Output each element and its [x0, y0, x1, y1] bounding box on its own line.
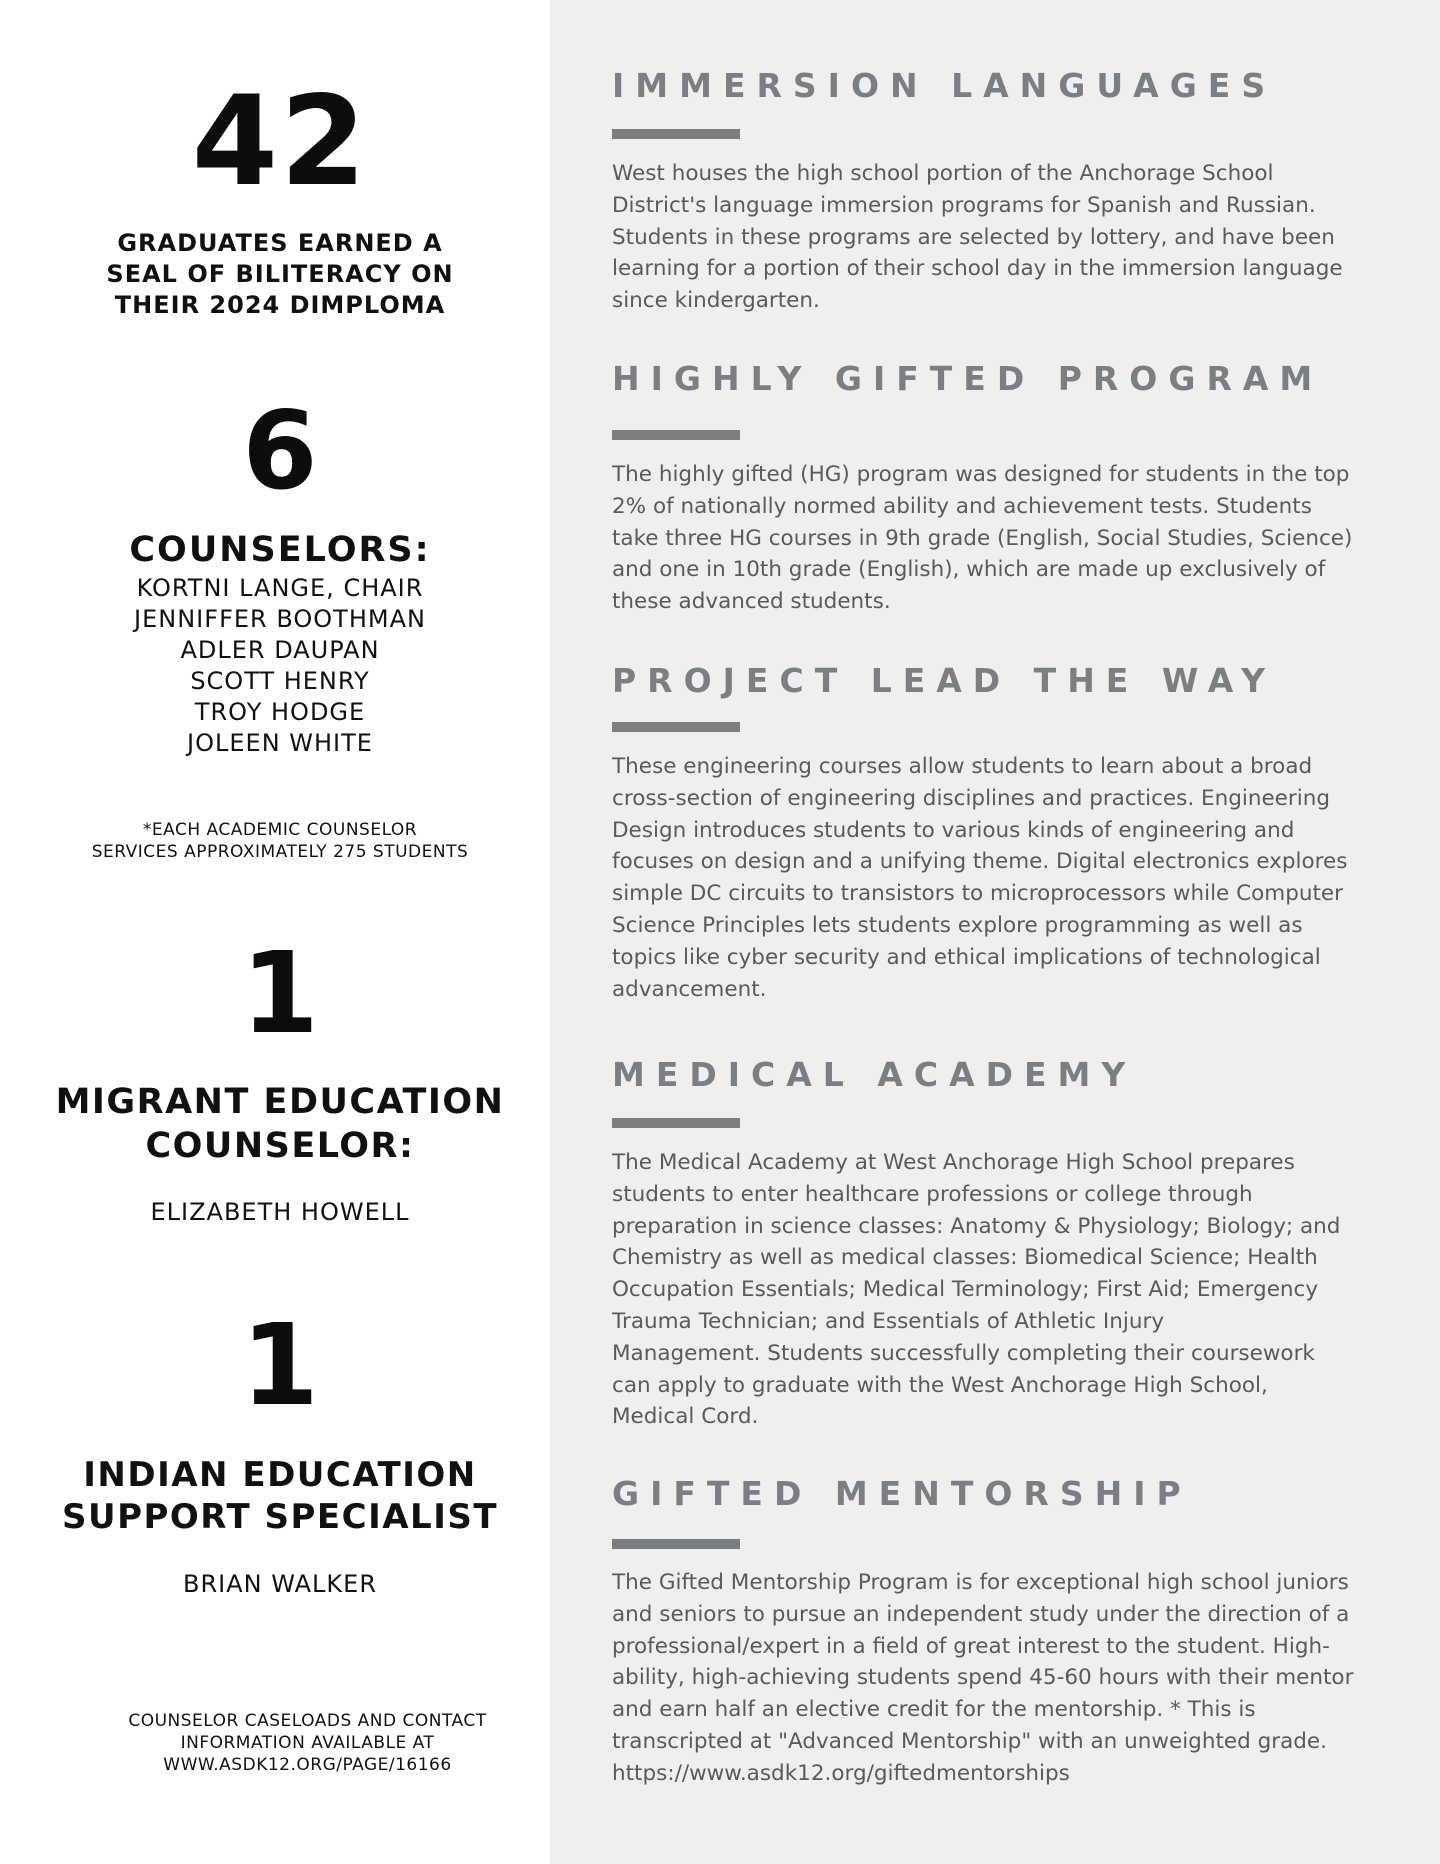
body-line: Management. Students successfully completing their coursework	[612, 1340, 1315, 1366]
body-line: topics like cyber security and ethical implications of technological	[612, 944, 1321, 970]
indian-education-heading	[0, 1454, 560, 1538]
body-line: these advanced students.	[612, 589, 891, 615]
body-line: and seniors to pursue an independent study under the direction of a	[612, 1601, 1350, 1627]
body-line: and one in 10th grade (English), which are made up exclusively of	[612, 557, 1326, 583]
note-line: SERVICES APPROXIMATELY 275 STUDENTS	[91, 842, 469, 862]
caseload-footer	[30, 1710, 585, 1776]
body-line: professional/expert in a field of great interest to the student. High-	[612, 1633, 1330, 1659]
body-line: These engineering courses allow students to learn about a broad	[612, 754, 1313, 779]
body-line: West houses the high school portion of the Anchorage School	[612, 161, 1274, 186]
counselor-name: TROY HODGE	[194, 698, 366, 726]
body-line: focuses on design and a unifying theme. Digital electronics explores	[612, 849, 1348, 875]
stat-number-counselors: 6	[242, 389, 318, 514]
counselor-name: ADLER DAUPAN	[180, 636, 380, 664]
counselor-name: KORTNI LANGE, CHAIR	[136, 574, 424, 602]
caption-line: GRADUATES EARNED A	[117, 229, 443, 257]
footer-line: INFORMATION AVAILABLE AT	[180, 1733, 435, 1753]
body-line: Chemistry as well as medical classes: Biomedical Science; Health	[612, 1245, 1318, 1271]
counselor-name: JOLEEN WHITE	[187, 729, 373, 757]
stat-number-biliteracy: 42	[191, 70, 369, 214]
body-line: 2% of nationally normed ability and achievement tests. Students	[612, 493, 1312, 519]
gifted-mentorships-link[interactable]: https://www.asdk12.org/giftedmentorships	[612, 1760, 1070, 1786]
counselor-caseload-note	[0, 819, 560, 863]
section-body-highly-gifted-program	[612, 459, 1417, 618]
body-line: Trauma Technician; and Essentials of Athletic Injury	[612, 1308, 1165, 1334]
section-title-highly-gifted-program: HIGHLY GIFTED PROGRAM	[612, 359, 1324, 398]
body-line: simple DC circuits to transistors to microprocessors while Computer	[612, 881, 1343, 907]
body-line: Occupation Essentials; Medical Terminology; First Aid; Emergency	[612, 1277, 1319, 1303]
caption-line: SEAL OF BILITERACY ON	[106, 260, 454, 288]
section-title-project-lead-the-way: PROJECT LEAD THE WAY	[612, 661, 1277, 700]
caption-line: THEIR 2024 DIMPLOMA	[114, 291, 446, 319]
body-line: District's language immersion programs for Spanish and Russian.	[612, 192, 1316, 218]
heading-line: INDIAN EDUCATION	[83, 1455, 477, 1495]
heading-line: SUPPORT SPECIALIST	[61, 1497, 499, 1537]
section-divider	[612, 722, 740, 732]
body-line: Medical Cord.	[612, 1404, 759, 1430]
counselor-name: SCOTT HENRY	[190, 667, 370, 695]
heading-line: COUNSELOR:	[145, 1126, 415, 1166]
migrant-counselor-name: ELIZABETH HOWELL	[150, 1198, 410, 1226]
body-line: transcripted at "Advanced Mentorship" with an unweighted grade.	[612, 1728, 1327, 1754]
body-line: since kindergarten.	[612, 288, 820, 314]
body-line: The Medical Academy at West Anchorage High School prepares	[612, 1150, 1295, 1175]
body-line: cross-section of engineering disciplines and practices. Engineering	[612, 785, 1330, 811]
footer-link[interactable]: WWW.ASDK12.ORG/PAGE/16166	[163, 1755, 452, 1775]
body-line: and earn half an elective credit for the mentorship. * This is	[612, 1697, 1256, 1723]
section-body-immersion-languages	[612, 158, 1417, 317]
counselor-name: JENNIFFER BOOTHMAN	[134, 605, 426, 633]
body-line: Science Principles lets students explore programming as well as	[612, 912, 1303, 938]
section-title-medical-academy: MEDICAL ACADEMY	[612, 1055, 1137, 1094]
section-title-gifted-mentorship: GIFTED MENTORSHIP	[612, 1474, 1192, 1513]
stat-caption-biliteracy	[0, 228, 560, 321]
section-divider	[612, 129, 740, 139]
body-line: learning for a portion of their school day in the immersion language	[612, 256, 1343, 282]
indian-education-specialist-name: BRIAN WALKER	[182, 1570, 377, 1598]
body-line: can apply to graduate with the West Anchorage High School,	[612, 1372, 1268, 1398]
section-body-medical-academy	[612, 1147, 1417, 1433]
body-line: Design introduces students to various kinds of engineering and	[612, 817, 1295, 843]
body-line: students to enter healthcare professions or college through	[612, 1181, 1253, 1207]
migrant-education-heading	[0, 1080, 560, 1168]
section-body-gifted-mentorship	[612, 1567, 1417, 1790]
body-line: advancement.	[612, 976, 767, 1002]
body-line: The Gifted Mentorship Program is for exceptional high school juniors	[612, 1570, 1349, 1595]
section-divider	[612, 430, 740, 440]
note-line: *EACH ACADEMIC COUNSELOR	[142, 820, 418, 840]
body-line: take three HG courses in 9th grade (English, Social Studies, Science)	[612, 525, 1353, 551]
footer-line: COUNSELOR CASELOADS AND CONTACT	[128, 1711, 487, 1731]
stat-number-migrant: 1	[241, 929, 319, 1059]
counselors-heading: COUNSELORS:	[129, 530, 431, 570]
body-line: ability, high-achieving students spend 45-60 hours with their mentor	[612, 1665, 1354, 1691]
section-title-immersion-languages: IMMERSION LANGUAGES	[612, 66, 1277, 105]
body-line: preparation in science classes: Anatomy & Physiology; Biology; and	[612, 1213, 1341, 1239]
body-line: The highly gifted (HG) program was designed for students in the top	[612, 462, 1350, 487]
heading-line: MIGRANT EDUCATION	[55, 1082, 505, 1122]
section-divider	[612, 1118, 740, 1128]
section-body-project-lead-the-way	[612, 751, 1417, 1005]
counselor-name-list	[0, 573, 560, 759]
body-line: Students in these programs are selected by lottery, and have been	[612, 224, 1335, 250]
stat-number-indian-education: 1	[241, 1301, 319, 1431]
section-divider	[612, 1539, 740, 1549]
